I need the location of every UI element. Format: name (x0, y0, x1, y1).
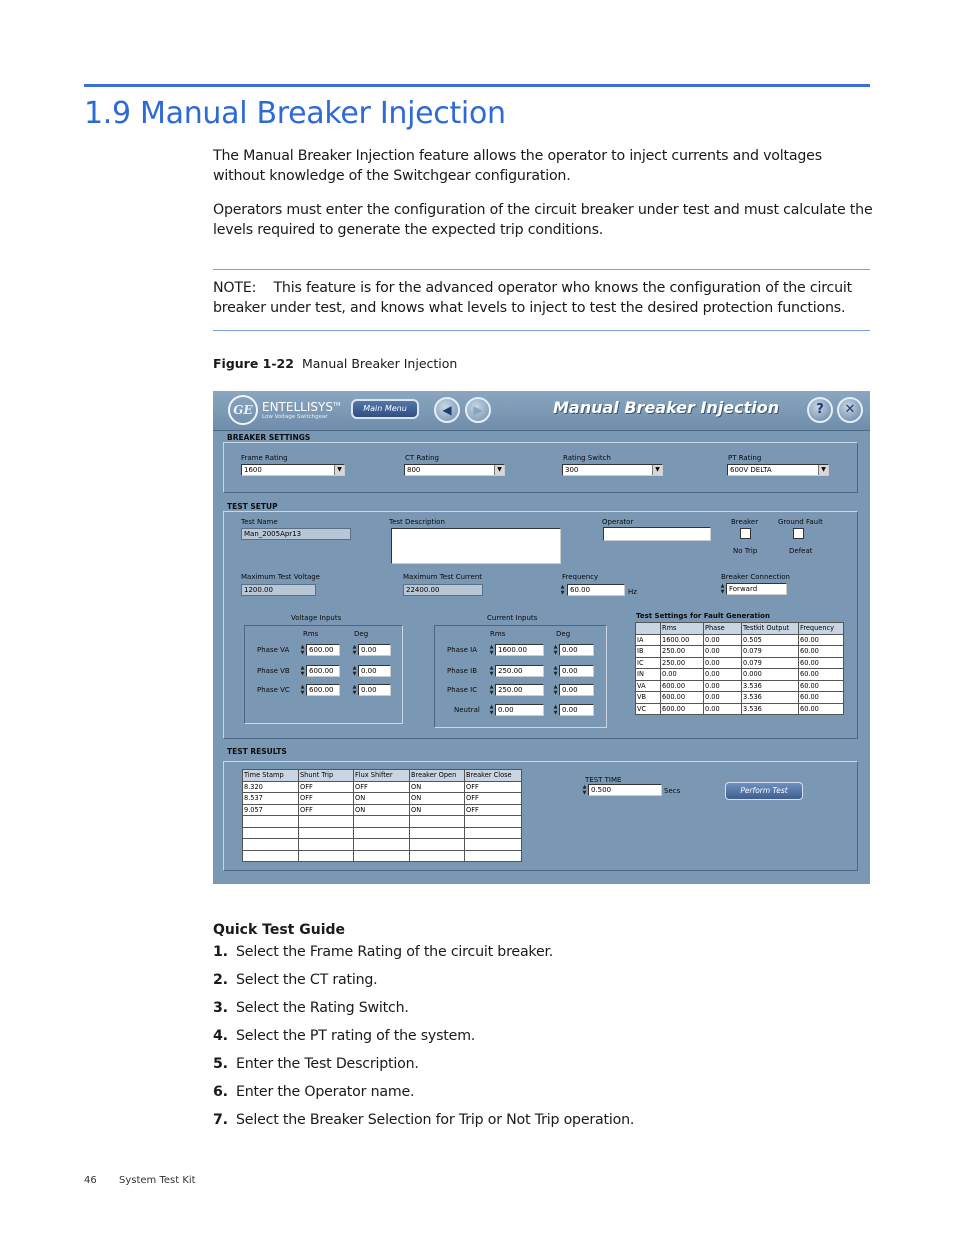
table-cell: ON (410, 804, 465, 816)
table-cell: 0.00 (661, 669, 704, 681)
chevron-down-icon[interactable]: ▼ (494, 465, 504, 475)
operator-input[interactable] (603, 527, 711, 541)
test-name-label: Test Name (241, 518, 278, 526)
phase-ia-rms-spinner[interactable]: ▲ ▼ (489, 644, 494, 656)
table-row (636, 646, 844, 658)
column-header (636, 623, 661, 635)
chevron-down-icon[interactable]: ▼ (334, 465, 344, 475)
phase-ia-deg-spinner[interactable]: ▲ ▼ (553, 644, 558, 656)
frequency-unit: Hz (628, 588, 637, 596)
breaker-connection-input[interactable]: Forward (726, 583, 787, 595)
phase-vb-deg-input[interactable]: 0.00 (358, 665, 391, 677)
table-cell: 0.00 (704, 692, 742, 704)
table-cell: 60.00 (799, 680, 844, 692)
test-results-heading: TEST RESULTS (227, 747, 287, 756)
table-cell: 0.00 (704, 703, 742, 715)
chevron-down-icon[interactable]: ▼ (818, 465, 828, 475)
phase-vb-rms-spinner[interactable]: ▲ ▼ (300, 665, 305, 677)
step-number: 5. (213, 1056, 228, 1072)
ct-rating-value: 800 (407, 466, 421, 474)
ct-rating-select[interactable] (404, 464, 505, 476)
breaker-connection-spinner[interactable]: ▲ ▼ (720, 583, 725, 595)
table-row (243, 793, 522, 805)
voltage-deg-header: Deg (354, 630, 369, 638)
table-cell: 1600.00 (661, 634, 704, 646)
note-label: NOTE: (213, 280, 257, 296)
phase-vb-rms-input[interactable]: 600.00 (306, 665, 340, 677)
help-button[interactable]: ? (807, 397, 833, 423)
main-menu-button[interactable]: Main Menu (351, 399, 419, 419)
phase-ia-deg-input[interactable]: 0.00 (559, 644, 594, 656)
step-number: 1. (213, 944, 228, 960)
step-text: Select the Breaker Selection for Trip or Not Trip operation. (236, 1112, 635, 1128)
frame-rating-select[interactable] (241, 464, 345, 476)
table-cell (243, 827, 299, 839)
table-cell: 60.00 (799, 703, 844, 715)
step-text: Select the PT rating of the system. (236, 1028, 476, 1044)
table-cell (410, 827, 465, 839)
table-cell: 60.00 (799, 669, 844, 681)
test-time-spinner[interactable]: ▲ ▼ (582, 784, 587, 796)
column-header: Frequency (799, 623, 844, 635)
test-description-label: Test Description (389, 518, 445, 526)
phase-ic-rms-spinner[interactable]: ▲ ▼ (489, 684, 494, 696)
brand-name (262, 400, 340, 414)
ge-logo-icon: GE (228, 395, 258, 425)
table-cell: ON (410, 781, 465, 793)
table-row (243, 804, 522, 816)
phase-vb-deg-spinner[interactable]: ▲ ▼ (352, 665, 357, 677)
column-header: Flux Shifter (354, 770, 410, 782)
column-header: Breaker Open (410, 770, 465, 782)
table-header-row (636, 623, 844, 635)
table-cell (465, 816, 522, 828)
max-current-field: 22400.00 (403, 584, 483, 596)
step-text: Select the Frame Rating of the circuit breaker. (236, 944, 554, 960)
table-cell: 8.320 (243, 781, 299, 793)
current-deg-header: Deg (556, 630, 571, 638)
table-cell: OFF (354, 781, 410, 793)
list-item (213, 1110, 634, 1138)
table-cell: OFF (465, 781, 522, 793)
phase-ib-deg-spinner[interactable]: ▲ ▼ (553, 665, 558, 677)
phase-ib-rms-input[interactable]: 250.00 (495, 665, 544, 677)
table-cell: OFF (465, 804, 522, 816)
breaker-settings-heading: BREAKER SETTINGS (227, 433, 311, 442)
phase-ic-rms-input[interactable]: 250.00 (495, 684, 544, 696)
table-row (243, 816, 522, 828)
forward-arrow-icon[interactable]: ▶ (465, 397, 491, 423)
voltage-inputs-heading: Voltage Inputs (291, 614, 342, 622)
note-block (213, 278, 863, 318)
list-item (213, 970, 634, 998)
table-cell: 60.00 (799, 657, 844, 669)
phase-vc-deg-input[interactable]: 0.00 (358, 684, 391, 696)
neutral-label: Neutral (454, 706, 480, 714)
table-row (243, 827, 522, 839)
table-row (243, 850, 522, 862)
ground-fault-checkbox[interactable] (793, 528, 804, 539)
note-bottom-rule (213, 330, 870, 331)
table-cell (299, 827, 354, 839)
table-cell: 60.00 (799, 646, 844, 658)
pt-rating-label: PT Rating (728, 454, 762, 462)
table-cell: 600.00 (661, 692, 704, 704)
table-cell: ON (354, 804, 410, 816)
pt-rating-value: 600V DELTA (730, 466, 772, 474)
table-cell: 60.00 (799, 634, 844, 646)
max-current-label: Maximum Test Current (403, 573, 483, 581)
frequency-input[interactable]: 60.00 (567, 584, 625, 596)
table-row (636, 634, 844, 646)
table-cell: VA (636, 680, 661, 692)
phase-va-deg-input[interactable]: 0.00 (358, 644, 391, 656)
brand-tm: TM (332, 402, 341, 408)
list-item (213, 1054, 634, 1082)
step-text: Enter the Operator name. (236, 1084, 415, 1100)
step-number: 3. (213, 1000, 228, 1016)
table-cell: 0.00 (704, 657, 742, 669)
table-cell: 0.000 (742, 669, 799, 681)
phase-ib-label: Phase IB (447, 667, 477, 675)
table-cell: ON (410, 793, 465, 805)
back-arrow-icon[interactable]: ◀ (434, 397, 460, 423)
phase-ia-rms-input[interactable]: 1600.00 (495, 644, 544, 656)
table-cell: 250.00 (661, 657, 704, 669)
step-text: Select the CT rating. (236, 972, 378, 988)
list-item (213, 1026, 634, 1054)
list-item (213, 998, 634, 1026)
table-cell: 60.00 (799, 692, 844, 704)
list-item (213, 1082, 634, 1110)
table-cell: 600.00 (661, 703, 704, 715)
table-cell: 0.505 (742, 634, 799, 646)
phase-vc-label: Phase VC (257, 686, 290, 694)
table-cell: 0.079 (742, 657, 799, 669)
phase-vc-rms-input[interactable]: 600.00 (306, 684, 340, 696)
phase-ib-rms-spinner[interactable]: ▲ ▼ (489, 665, 494, 677)
breaker-no-trip-label: No Trip (733, 547, 758, 555)
manual-breaker-injection-window (213, 391, 870, 884)
table-cell (299, 850, 354, 862)
note-top-rule (213, 269, 870, 270)
table-cell (243, 816, 299, 828)
ground-fault-label: Ground Fault (778, 518, 823, 526)
perform-test-button[interactable]: Perform Test (725, 782, 803, 800)
table-cell: 250.00 (661, 646, 704, 658)
chevron-down-icon[interactable]: ▼ (652, 465, 662, 475)
max-voltage-label: Maximum Test Voltage (241, 573, 320, 581)
phase-ib-deg-input[interactable]: 0.00 (559, 665, 594, 677)
neutral-deg-input[interactable]: 0.00 (559, 704, 594, 716)
brand-subtitle: Low Voltage Switchgear (262, 414, 328, 420)
table-cell (465, 839, 522, 851)
phase-ic-label: Phase IC (447, 686, 478, 694)
table-header-row (243, 770, 522, 782)
frame-rating-value: 1600 (244, 466, 262, 474)
phase-ic-deg-spinner[interactable]: ▲ ▼ (553, 684, 558, 696)
table-row (636, 680, 844, 692)
table-cell: IC (636, 657, 661, 669)
table-cell: VC (636, 703, 661, 715)
table-cell (410, 850, 465, 862)
close-button[interactable]: ✕ (837, 397, 863, 423)
table-cell: 3.536 (742, 703, 799, 715)
step-number: 7. (213, 1112, 228, 1128)
table-cell: 3.536 (742, 680, 799, 692)
test-setup-heading: TEST SETUP (227, 502, 278, 511)
pt-rating-select[interactable] (727, 464, 829, 476)
step-number: 4. (213, 1028, 228, 1044)
table-row (636, 669, 844, 681)
note-text: This feature is for the advanced operator who knows the configuration of the circuit breaker under test, and knows what levels to inject to test the desired protection functions. (213, 280, 853, 316)
neutral-deg-spinner[interactable]: ▲ ▼ (553, 704, 558, 716)
table-cell: 0.00 (704, 634, 742, 646)
frame-rating-label: Frame Rating (241, 454, 288, 462)
table-cell: 9.057 (243, 804, 299, 816)
table-cell (410, 816, 465, 828)
phase-ia-label: Phase IA (447, 646, 477, 654)
frequency-label: Frequency (562, 573, 599, 581)
quick-test-steps (213, 942, 634, 1138)
column-header: Shunt Trip (299, 770, 354, 782)
column-header: Time Stamp (243, 770, 299, 782)
brand-text: ENTELLISYS (262, 400, 333, 414)
table-cell (299, 839, 354, 851)
table-cell: 600.00 (661, 680, 704, 692)
operators-paragraph: Operators must enter the configuration of the circuit breaker under test and must calculate the levels required to generate the expected trip conditions. (213, 202, 873, 238)
figure-title: Manual Breaker Injection (301, 356, 458, 371)
test-time-label: TEST TIME (585, 776, 622, 784)
current-rms-header: Rms (490, 630, 506, 638)
table-cell: 0.00 (704, 680, 742, 692)
table-cell (465, 827, 522, 839)
app-title: Manual Breaker Injection (553, 398, 780, 417)
max-voltage-field: 1200.00 (241, 584, 316, 596)
table-cell: 0.00 (704, 646, 742, 658)
table-cell: 8.537 (243, 793, 299, 805)
test-name-field: Man_2005Apr13 (241, 528, 351, 540)
step-number: 6. (213, 1084, 228, 1100)
frequency-spinner[interactable]: ▲ ▼ (560, 584, 565, 596)
fault-settings-table (635, 622, 844, 715)
phase-vb-label: Phase VB (257, 667, 290, 675)
phase-vc-rms-spinner[interactable]: ▲ ▼ (300, 684, 305, 696)
phase-va-rms-input[interactable]: 600.00 (306, 644, 340, 656)
table-cell (410, 839, 465, 851)
list-item (213, 942, 634, 970)
table-cell: IB (636, 646, 661, 658)
test-description-input[interactable] (391, 528, 561, 564)
test-time-input[interactable]: 0.500 (588, 784, 662, 796)
test-results-table (242, 769, 522, 862)
section-title: 1.9 Manual Breaker Injection (84, 96, 506, 131)
column-header: Rms (661, 623, 704, 635)
phase-ic-deg-input[interactable]: 0.00 (559, 684, 594, 696)
column-header: Breaker Close (465, 770, 522, 782)
table-row (636, 657, 844, 669)
step-text: Enter the Test Description. (236, 1056, 419, 1072)
phase-va-rms-spinner[interactable]: ▲ ▼ (300, 644, 305, 656)
phase-va-label: Phase VA (257, 646, 290, 654)
table-cell (465, 850, 522, 862)
table-cell: 0.079 (742, 646, 799, 658)
phase-va-deg-spinner[interactable]: ▲ ▼ (352, 644, 357, 656)
table-cell: IA (636, 634, 661, 646)
rating-switch-select[interactable] (562, 464, 663, 476)
table-cell (354, 827, 410, 839)
table-row (636, 692, 844, 704)
neutral-rms-input[interactable]: 0.00 (495, 704, 544, 716)
footer-title: System Test Kit (119, 1175, 196, 1186)
operator-label: Operator (602, 518, 634, 526)
table-row (636, 703, 844, 715)
table-cell: OFF (465, 793, 522, 805)
table-cell (354, 816, 410, 828)
table-cell (354, 850, 410, 862)
table-cell: 3.536 (742, 692, 799, 704)
table-cell (299, 816, 354, 828)
table-cell: OFF (299, 804, 354, 816)
table-cell (243, 839, 299, 851)
table-cell: 0.00 (704, 669, 742, 681)
figure-caption (213, 356, 457, 371)
breaker-label: Breaker (731, 518, 759, 526)
table-cell (354, 839, 410, 851)
ground-fault-defeat-label: Defeat (789, 547, 813, 555)
rating-switch-label: Rating Switch (563, 454, 611, 462)
table-cell (243, 850, 299, 862)
phase-vc-deg-spinner[interactable]: ▲ ▼ (352, 684, 357, 696)
column-header: Testkit Output (742, 623, 799, 635)
figure-label: Figure 1-22 (213, 356, 294, 371)
ct-rating-label: CT Rating (405, 454, 439, 462)
fault-settings-heading: Test Settings for Fault Generation (636, 612, 770, 620)
quick-test-guide-heading: Quick Test Guide (213, 922, 346, 938)
table-cell: IN (636, 669, 661, 681)
table-cell: ON (354, 793, 410, 805)
intro-paragraph: The Manual Breaker Injection feature allows the operator to inject currents and voltages without knowledge of the Switchgear configuration. (213, 148, 822, 184)
page-number: 46 (84, 1175, 97, 1186)
table-cell: OFF (299, 793, 354, 805)
table-row (243, 781, 522, 793)
voltage-rms-header: Rms (303, 630, 319, 638)
app-titlebar (213, 391, 870, 431)
section-top-rule (84, 84, 870, 87)
step-number: 2. (213, 972, 228, 988)
test-time-unit: Secs (664, 787, 681, 795)
current-inputs-heading: Current Inputs (487, 614, 538, 622)
rating-switch-value: 300 (565, 466, 579, 474)
step-text: Select the Rating Switch. (236, 1000, 409, 1016)
breaker-connection-label: Breaker Connection (721, 573, 790, 581)
table-row (243, 839, 522, 851)
table-cell: VB (636, 692, 661, 704)
column-header: Phase (704, 623, 742, 635)
breaker-trip-checkbox[interactable] (740, 528, 751, 539)
neutral-rms-spinner[interactable]: ▲ ▼ (489, 704, 494, 716)
table-cell: OFF (299, 781, 354, 793)
